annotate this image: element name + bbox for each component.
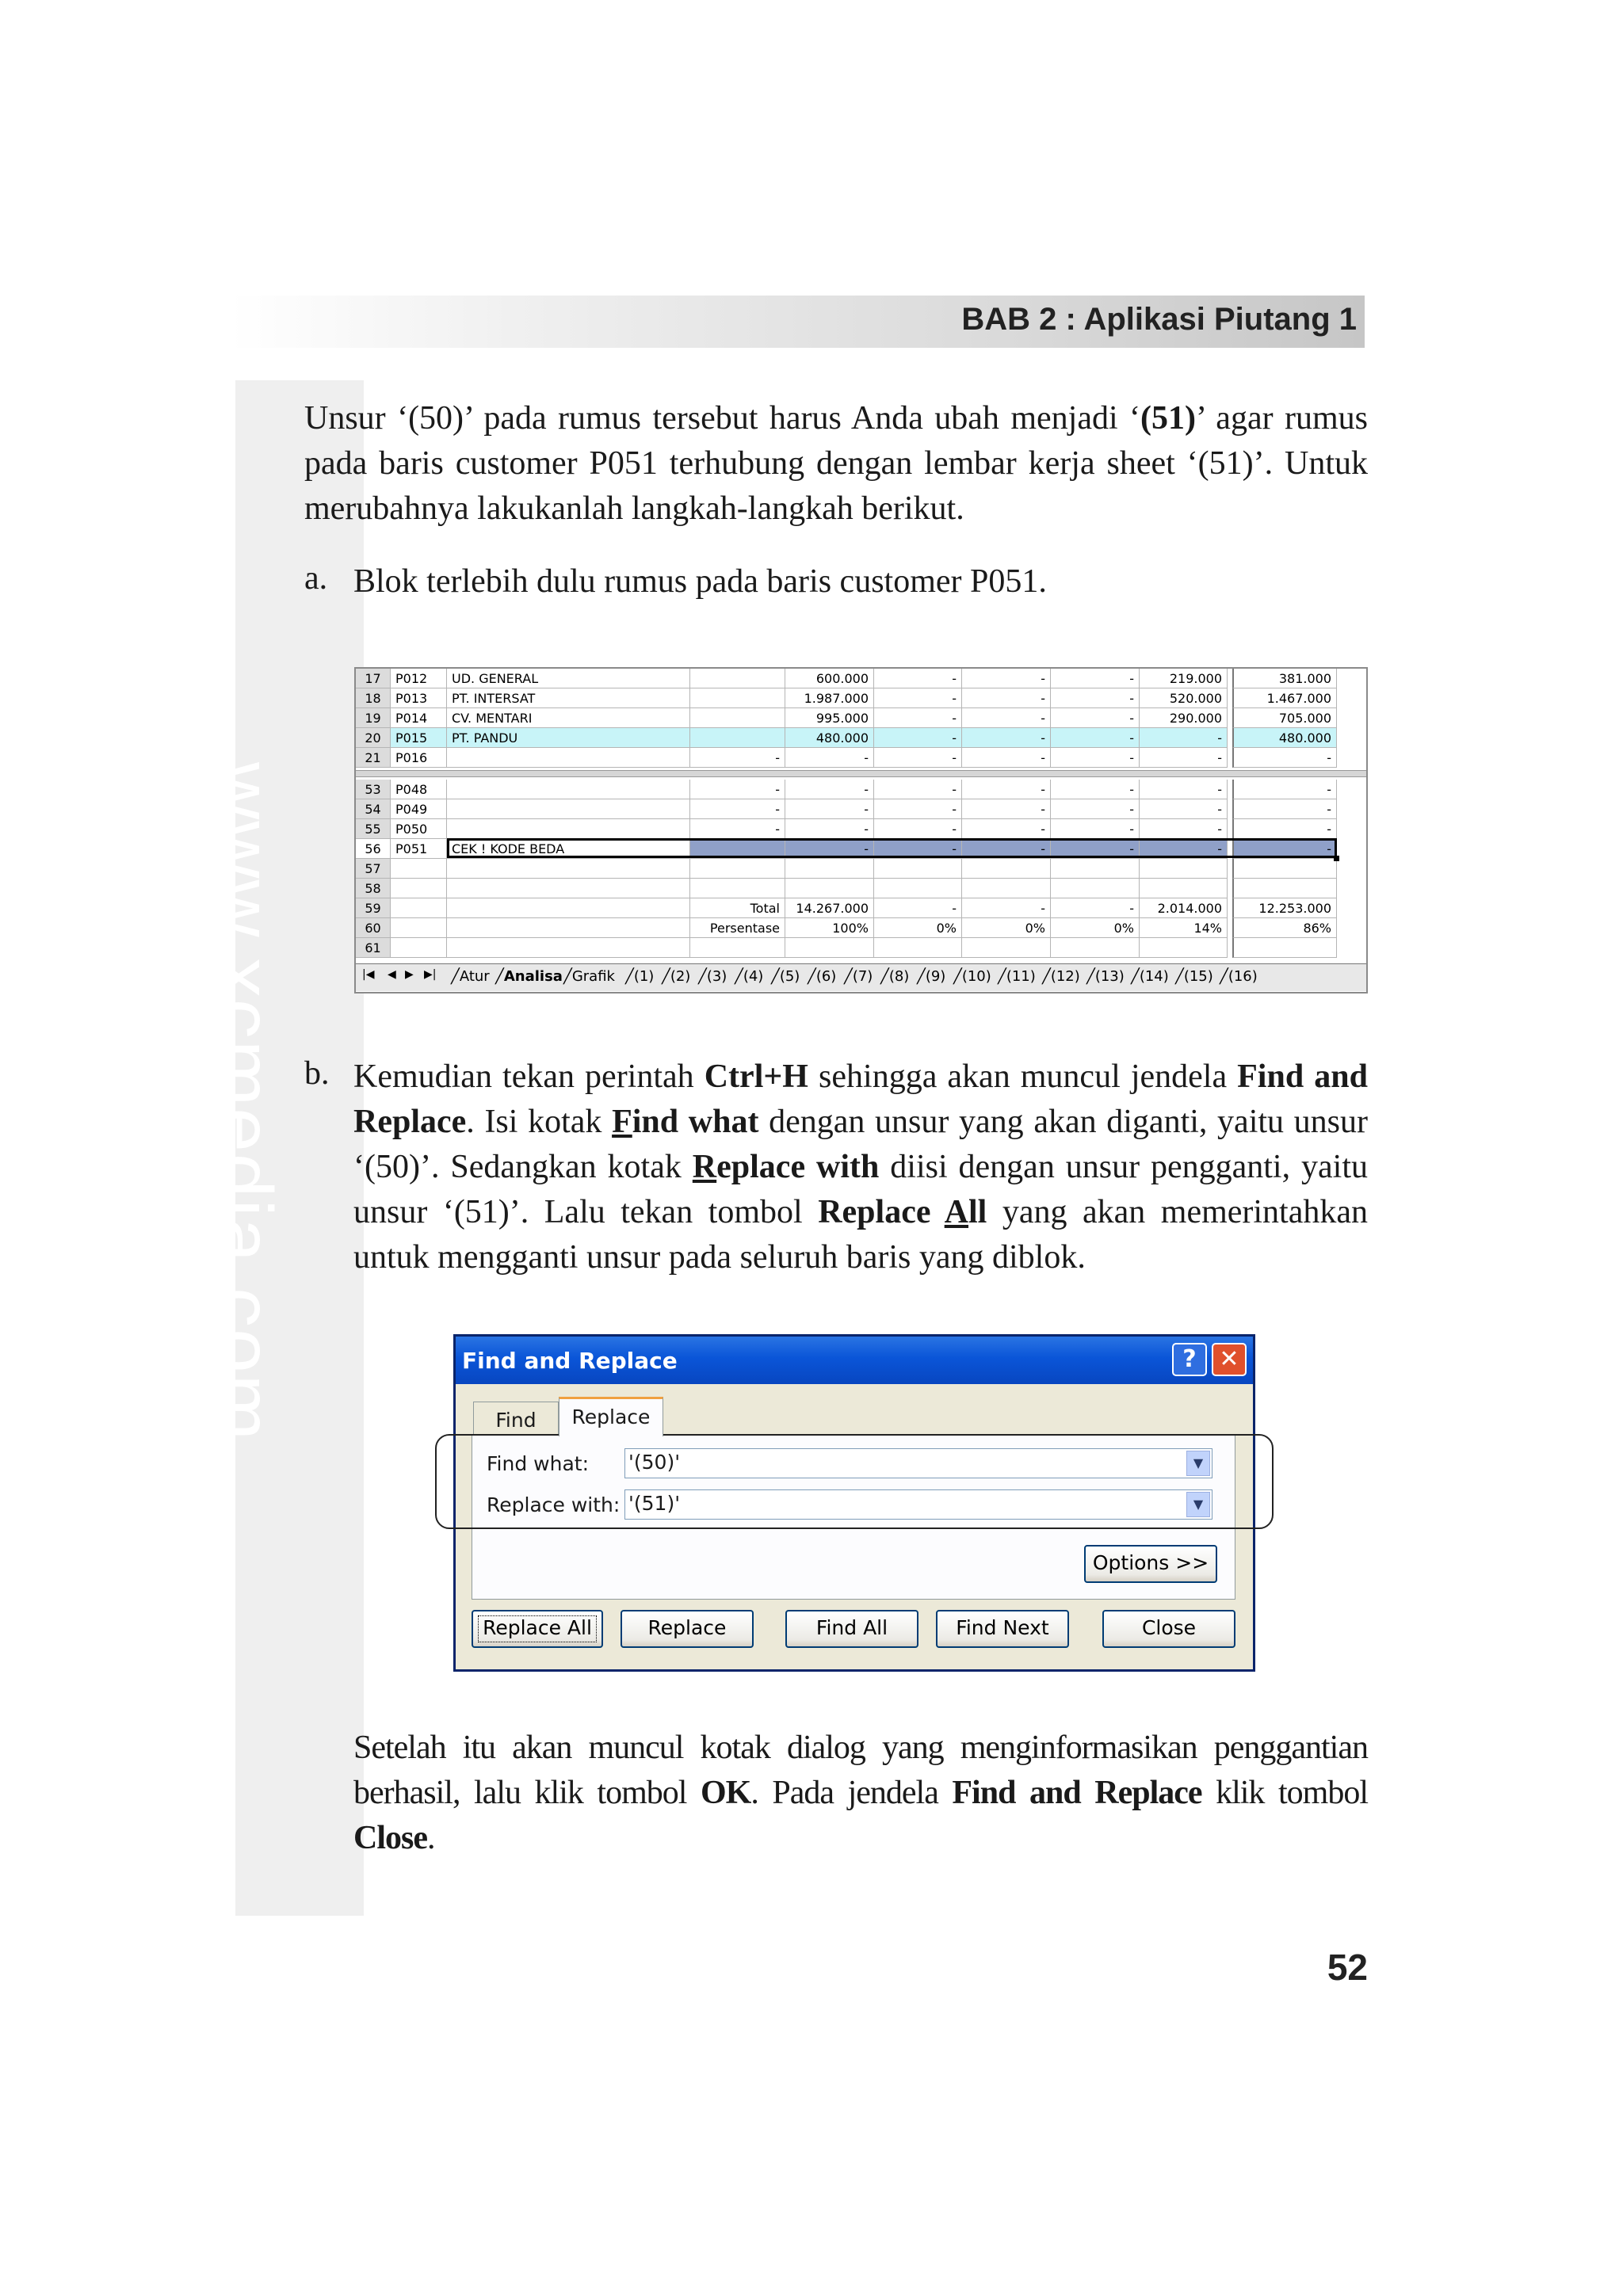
- cell-customer-name[interactable]: PT. PANDU: [447, 728, 690, 748]
- cell-customer-name[interactable]: CV. MENTARI: [447, 708, 690, 728]
- intro-emphasis: (51): [1140, 400, 1197, 437]
- cell-value[interactable]: 0%: [1051, 918, 1140, 938]
- cell-customer-code[interactable]: P051: [391, 839, 447, 859]
- cell-value[interactable]: -: [1232, 780, 1337, 799]
- sheet-row: [356, 780, 1366, 799]
- cell-value[interactable]: [785, 938, 874, 958]
- cell-value[interactable]: -: [785, 799, 874, 819]
- find-what-dropdown-icon[interactable]: ▼: [1186, 1451, 1210, 1476]
- cell-value[interactable]: -: [874, 728, 962, 748]
- cell-value[interactable]: -: [1232, 799, 1337, 819]
- cell-value[interactable]: -: [962, 819, 1051, 839]
- sheet-tabs-bar: [356, 963, 1366, 991]
- cell-value[interactable]: -: [962, 839, 1051, 859]
- replace-all-label: Replace All: [483, 1616, 592, 1639]
- cell-value[interactable]: Persentase: [690, 918, 785, 938]
- cell-customer-code[interactable]: P048: [391, 780, 447, 799]
- replace-with-label: Replace with:: [487, 1493, 621, 1516]
- step-b-text-2: sehingga akan muncul jendela: [808, 1058, 1238, 1095]
- cell-value[interactable]: -: [1051, 708, 1140, 728]
- cell-value[interactable]: -: [874, 799, 962, 819]
- cell-customer-name[interactable]: UD. GENERAL: [447, 669, 690, 688]
- row-header: 58: [356, 879, 391, 898]
- cell-customer-name[interactable]: PT. INTERSAT: [447, 688, 690, 708]
- cell-value[interactable]: -: [690, 819, 785, 839]
- after-paragraph: [353, 1726, 1368, 1861]
- after-text-1: Setelah itu akan muncul kotak dialog yang menginformasikan penggantian berhasil, lalu klik tombol: [353, 1730, 1368, 1811]
- cell-value[interactable]: -: [874, 839, 962, 859]
- row-header: 60: [356, 918, 391, 938]
- sheet-tab[interactable]: ╱(3): [698, 968, 727, 985]
- find-what-ref: ind what: [632, 1104, 759, 1140]
- replace-with-accel: R: [692, 1149, 717, 1185]
- cell-value[interactable]: -: [1232, 748, 1337, 768]
- sheet-row: [356, 799, 1366, 819]
- cell-customer-code[interactable]: P049: [391, 799, 447, 819]
- replace-all-button[interactable]: [472, 1610, 603, 1648]
- step-b-text-3: . Isi kotak: [466, 1104, 613, 1140]
- cell-value[interactable]: -: [1051, 819, 1140, 839]
- cell-value[interactable]: [690, 669, 785, 688]
- cell-value[interactable]: -: [874, 708, 962, 728]
- cell-value[interactable]: -: [1051, 898, 1140, 918]
- close-icon[interactable]: ✕: [1212, 1343, 1247, 1376]
- sheet-row: [356, 669, 1366, 688]
- cell-value[interactable]: -: [690, 780, 785, 799]
- cell-value[interactable]: 705.000: [1232, 708, 1337, 728]
- watermark-text: www.xcmedia.com: [200, 762, 288, 1442]
- cell-value[interactable]: [1232, 859, 1337, 879]
- cell-value[interactable]: -: [1051, 799, 1140, 819]
- cell-value[interactable]: [1051, 938, 1140, 958]
- row-header: 53: [356, 780, 391, 799]
- find-what-accel: F: [612, 1104, 632, 1140]
- chapter-title: BAB 2 : Aplikasi Piutang 1: [961, 302, 1357, 337]
- cell-value[interactable]: 12.253.000: [1232, 898, 1337, 918]
- sheet-tab[interactable]: ╱(2): [662, 968, 691, 985]
- cell-value[interactable]: 381.000: [1232, 669, 1337, 688]
- cell-value[interactable]: [1140, 938, 1228, 958]
- cell-value[interactable]: Total: [690, 898, 785, 918]
- sheet-row: [356, 748, 1366, 768]
- help-icon[interactable]: ?: [1172, 1343, 1207, 1376]
- sheet-row: [356, 688, 1366, 708]
- cell-value[interactable]: -: [874, 819, 962, 839]
- cell-value[interactable]: [690, 688, 785, 708]
- cell-value[interactable]: -: [1140, 748, 1228, 768]
- cell-value[interactable]: 290.000: [1140, 708, 1228, 728]
- cell-value[interactable]: [1051, 879, 1140, 898]
- cell-value[interactable]: [962, 859, 1051, 879]
- fill-handle[interactable]: [1334, 856, 1339, 861]
- sheet-tab[interactable]: ╱(12): [1042, 968, 1080, 985]
- cell-value[interactable]: 86%: [1232, 918, 1337, 938]
- sheet-tab[interactable]: ╱(15): [1175, 968, 1213, 985]
- cell-value[interactable]: [874, 879, 962, 898]
- cell-customer-name[interactable]: CEK ! KODE BEDA: [447, 839, 690, 859]
- step-b-text-6: yang akan memerintahkan untuk mengganti unsur pada seluruh baris yang diblok.: [353, 1194, 1369, 1276]
- cell-value[interactable]: 14%: [1140, 918, 1228, 938]
- dialog-title: Find and Replace: [462, 1348, 678, 1374]
- cell-customer-name[interactable]: [447, 780, 690, 799]
- cell-value[interactable]: [1232, 879, 1337, 898]
- sheet-row: [356, 728, 1366, 748]
- cell-value[interactable]: 14.267.000: [785, 898, 874, 918]
- cell-value[interactable]: -: [1051, 748, 1140, 768]
- cell-customer-code[interactable]: [391, 918, 447, 938]
- cell-customer-name[interactable]: [447, 748, 690, 768]
- cell-value[interactable]: [690, 728, 785, 748]
- step-b-text-4: dengan unsur yang akan diganti, yaitu unsur ‘(50)’. Sedangkan kotak: [353, 1104, 1369, 1185]
- close-button[interactable]: Close: [1102, 1610, 1235, 1648]
- cell-value[interactable]: [874, 859, 962, 879]
- replace-all-ref-1: Replace: [818, 1194, 945, 1230]
- sheet-tab[interactable]: ╱(1): [625, 968, 655, 985]
- cell-value[interactable]: -: [962, 688, 1051, 708]
- replace-all-ref-2: ll: [968, 1194, 987, 1230]
- cell-customer-code[interactable]: [391, 859, 447, 879]
- cell-value[interactable]: -: [962, 748, 1051, 768]
- cell-value[interactable]: [690, 879, 785, 898]
- cell-value[interactable]: 0%: [962, 918, 1051, 938]
- cell-value[interactable]: [962, 938, 1051, 958]
- cell-customer-code[interactable]: P016: [391, 748, 447, 768]
- cell-value[interactable]: 1.987.000: [785, 688, 874, 708]
- cell-customer-name[interactable]: [447, 819, 690, 839]
- sheet-tab[interactable]: ╱(14): [1131, 968, 1169, 985]
- cell-value[interactable]: -: [1140, 839, 1228, 859]
- sheet-tab[interactable]: ╱(11): [998, 968, 1036, 985]
- cell-value[interactable]: -: [785, 748, 874, 768]
- row-header: 57: [356, 859, 391, 879]
- sheet-tab[interactable]: ╱(9): [917, 968, 946, 985]
- sheet-tab[interactable]: ╱Atur: [451, 968, 490, 985]
- cell-value[interactable]: [785, 859, 874, 879]
- find-and-replace-ref-2: Find and Replace: [952, 1775, 1202, 1811]
- cell-value[interactable]: 600.000: [785, 669, 874, 688]
- cell-value[interactable]: -: [785, 839, 874, 859]
- cell-value[interactable]: 480.000: [1232, 728, 1337, 748]
- cell-value[interactable]: -: [1051, 780, 1140, 799]
- sheet-row: [356, 819, 1366, 839]
- step-a-letter: a.: [304, 560, 328, 597]
- cell-value[interactable]: -: [962, 669, 1051, 688]
- sheet-row: [356, 708, 1366, 728]
- tab-replace[interactable]: Replace: [559, 1397, 663, 1436]
- cell-value[interactable]: -: [785, 819, 874, 839]
- cell-value[interactable]: [874, 938, 962, 958]
- find-all-button[interactable]: Find All: [785, 1610, 918, 1648]
- cell-value[interactable]: 520.000: [1140, 688, 1228, 708]
- row-header: 20: [356, 728, 391, 748]
- cell-value[interactable]: -: [1140, 799, 1228, 819]
- cell-value[interactable]: -: [1051, 688, 1140, 708]
- cell-value[interactable]: [962, 879, 1051, 898]
- step-b-text-5: diisi dengan unsur pengganti, yaitu unsur ‘(51)’. Lalu tekan tombol: [353, 1149, 1369, 1230]
- cell-value[interactable]: 1.467.000: [1232, 688, 1337, 708]
- cell-value[interactable]: [1140, 859, 1228, 879]
- prev-sheet-nav-icon[interactable]: ◀: [388, 968, 396, 981]
- after-text-3: klik tombol: [1201, 1775, 1368, 1811]
- cell-value[interactable]: 995.000: [785, 708, 874, 728]
- cell-value[interactable]: [1232, 938, 1337, 958]
- cell-value[interactable]: 0%: [874, 918, 962, 938]
- sheet-row: [356, 898, 1366, 918]
- pane-split-bar: [356, 770, 1366, 777]
- focus-indicator: [478, 1615, 597, 1642]
- intro-text-2: ’ agar rumus pada baris customer P051 terhubung dengan lembar kerja sheet ‘(51)’. Untuk merubahnya lakukanlah langkah-langkah berikut.: [304, 400, 1368, 527]
- cell-value[interactable]: -: [690, 799, 785, 819]
- options-button[interactable]: Options >>: [1084, 1545, 1217, 1583]
- row-header: 18: [356, 688, 391, 708]
- fields-highlight-outline: [435, 1434, 1274, 1529]
- cell-customer-name[interactable]: [447, 918, 690, 938]
- replace-with-value: '(51)': [628, 1492, 681, 1515]
- ok-ref: OK: [700, 1775, 751, 1811]
- cell-customer-code[interactable]: P012: [391, 669, 447, 688]
- cell-value[interactable]: 2.014.000: [1140, 898, 1228, 918]
- cell-value[interactable]: 100%: [785, 918, 874, 938]
- sheet-row: [356, 879, 1366, 898]
- step-b-letter: b.: [304, 1055, 330, 1092]
- cell-value[interactable]: -: [874, 748, 962, 768]
- sheet-tab[interactable]: ╱(8): [880, 968, 910, 985]
- sheet-tab[interactable]: ╱(6): [808, 968, 837, 985]
- step-b-text-1: Kemudian tekan perintah: [353, 1058, 705, 1095]
- row-header: 21: [356, 748, 391, 768]
- after-text-4: .: [427, 1820, 435, 1856]
- cell-value[interactable]: -: [1140, 728, 1228, 748]
- step-a-text: Blok terlebih dulu rumus pada baris customer P051.: [353, 563, 1047, 600]
- sheet-tab[interactable]: ╱(13): [1086, 968, 1125, 985]
- cell-value[interactable]: [690, 859, 785, 879]
- cell-value[interactable]: [1140, 879, 1228, 898]
- replace-with-dropdown-icon[interactable]: ▼: [1186, 1492, 1210, 1517]
- cell-value[interactable]: -: [874, 780, 962, 799]
- replace-all-accel: A: [944, 1194, 969, 1230]
- find-and-replace-ref: Find and Replace: [353, 1058, 1368, 1140]
- cell-customer-name[interactable]: [447, 898, 690, 918]
- intro-paragraph: [304, 396, 1368, 532]
- cell-value[interactable]: -: [690, 748, 785, 768]
- after-text-2: . Pada jendela: [750, 1775, 953, 1811]
- tab-find[interactable]: Find: [473, 1402, 559, 1435]
- cell-customer-code[interactable]: P014: [391, 708, 447, 728]
- row-header: 54: [356, 799, 391, 819]
- cell-value[interactable]: -: [962, 708, 1051, 728]
- selection-frame: [447, 838, 1337, 858]
- sheet-tab[interactable]: ╱(16): [1220, 968, 1258, 985]
- page-number: 52: [1327, 1947, 1368, 1988]
- cell-customer-name[interactable]: [447, 859, 690, 879]
- dialog-titlebar[interactable]: [456, 1337, 1253, 1384]
- sheet-tab[interactable]: ╱(5): [771, 968, 800, 985]
- cell-customer-code[interactable]: P050: [391, 819, 447, 839]
- cell-customer-name[interactable]: [447, 879, 690, 898]
- cell-customer-code[interactable]: P015: [391, 728, 447, 748]
- replace-with-ref: eplace with: [716, 1149, 880, 1185]
- cell-value[interactable]: -: [1051, 669, 1140, 688]
- intro-text-1: Unsur ‘(50)’ pada rumus tersebut harus Anda ubah menjadi ‘: [304, 400, 1141, 437]
- cell-value[interactable]: 219.000: [1140, 669, 1228, 688]
- row-header: 19: [356, 708, 391, 728]
- sheet-row: [356, 918, 1366, 938]
- cell-value[interactable]: -: [874, 898, 962, 918]
- sheet-tab[interactable]: ╱Analisa: [495, 968, 563, 985]
- cell-value[interactable]: [690, 708, 785, 728]
- first-sheet-nav-icon[interactable]: |◀: [362, 968, 375, 981]
- cell-value[interactable]: -: [962, 780, 1051, 799]
- row-header: 56: [356, 839, 391, 859]
- cell-value[interactable]: -: [962, 799, 1051, 819]
- cell-customer-name[interactable]: [447, 938, 690, 958]
- find-next-button[interactable]: Find Next: [936, 1610, 1069, 1648]
- cell-customer-code[interactable]: [391, 898, 447, 918]
- cell-value[interactable]: -: [1051, 839, 1140, 859]
- cell-value[interactable]: -: [874, 688, 962, 708]
- row-header: 61: [356, 938, 391, 958]
- cell-value[interactable]: 480.000: [785, 728, 874, 748]
- shortcut-ctrl-h: Ctrl+H: [704, 1058, 808, 1095]
- cell-value[interactable]: -: [1140, 780, 1228, 799]
- find-what-value: '(50)': [628, 1451, 681, 1474]
- sheet-tab[interactable]: ╱(7): [844, 968, 873, 985]
- cell-value[interactable]: -: [1051, 728, 1140, 748]
- close-ref: Close: [353, 1820, 427, 1856]
- cell-customer-code[interactable]: [391, 938, 447, 958]
- row-header: 55: [356, 819, 391, 839]
- cell-customer-name[interactable]: [447, 799, 690, 819]
- sheet-row: [356, 859, 1366, 879]
- cell-value[interactable]: -: [785, 780, 874, 799]
- cell-customer-code[interactable]: P013: [391, 688, 447, 708]
- next-sheet-nav-icon[interactable]: ▶: [405, 968, 414, 981]
- cell-value[interactable]: -: [962, 898, 1051, 918]
- sheet-tab[interactable]: ╱Grafik: [563, 968, 615, 985]
- last-sheet-nav-icon[interactable]: ▶|: [424, 968, 437, 981]
- spreadsheet-screenshot: [354, 667, 1368, 994]
- cell-value[interactable]: [1051, 859, 1140, 879]
- cell-value[interactable]: -: [1232, 839, 1337, 859]
- step-b-text: [353, 1055, 1368, 1280]
- cell-value[interactable]: [690, 938, 785, 958]
- sheet-tab[interactable]: ╱(4): [735, 968, 764, 985]
- row-header: 17: [356, 669, 391, 688]
- cell-value[interactable]: -: [874, 669, 962, 688]
- cell-value[interactable]: -: [1140, 819, 1228, 839]
- cell-value[interactable]: [785, 879, 874, 898]
- cell-value[interactable]: -: [962, 728, 1051, 748]
- sheet-row: [356, 938, 1366, 958]
- cell-value[interactable]: -: [1232, 819, 1337, 839]
- sheet-tab[interactable]: ╱(10): [953, 968, 991, 985]
- find-what-label: Find what:: [487, 1452, 590, 1475]
- row-header: 59: [356, 898, 391, 918]
- replace-button[interactable]: Replace: [621, 1610, 754, 1648]
- chapter-header: [230, 296, 1365, 348]
- cell-customer-code[interactable]: [391, 879, 447, 898]
